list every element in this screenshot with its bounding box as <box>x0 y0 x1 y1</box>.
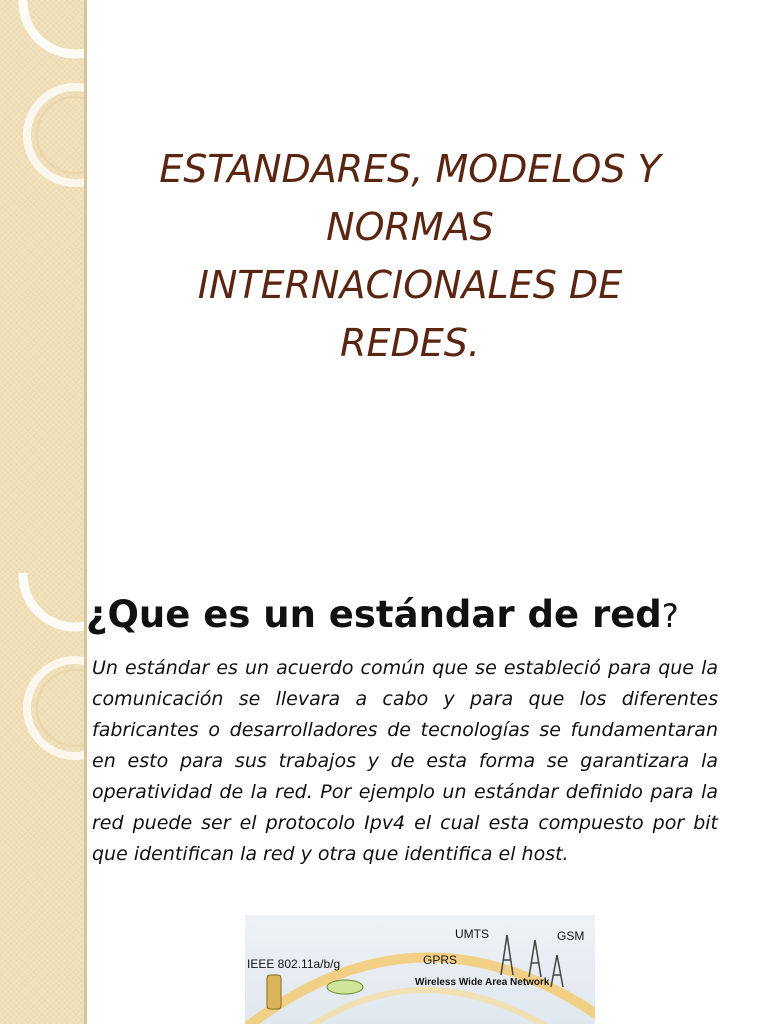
wireless-network-diagram <box>245 915 595 1024</box>
slide-definition <box>0 573 768 1024</box>
sidebar-rings-icon <box>0 573 84 1024</box>
slide-heading <box>86 593 746 636</box>
label-ieee: IEEE 802.11a/b/g <box>247 957 341 971</box>
label-wwan: Wireless Wide Area Network <box>415 977 550 988</box>
label-umts: UMTS <box>455 927 489 941</box>
label-gsm: GSM <box>557 929 585 943</box>
label-gprs: GPRS <box>423 953 458 967</box>
router-icon <box>327 980 363 994</box>
access-point-icon <box>267 975 281 1009</box>
definition-paragraph: Un estándar es un acuerdo común que se estableció para que la comunicación se llevara a cabo y para que los diferentes fabricantes o desarrolladores de tecnologías se fundamentaran en esto para sus trabajos y de esta forma se garantizara la operatividad de la red. Por ejemplo un estándar definido para la red puede ser el protocolo Ipv4 el cual esta compuesto por bit que identifican la red y otra que identifica el host. <box>92 657 718 865</box>
sidebar-rings-icon <box>0 0 84 573</box>
heading-text: ¿Que es un estándar de red <box>86 593 662 636</box>
decorative-sidebar <box>0 573 87 1024</box>
slide-title-text: ESTANDARES, MODELOS Y NORMAS INTERNACIONALES DE REDES. <box>159 147 661 365</box>
decorative-sidebar <box>0 0 87 573</box>
heading-question-mark: ? <box>661 597 679 635</box>
